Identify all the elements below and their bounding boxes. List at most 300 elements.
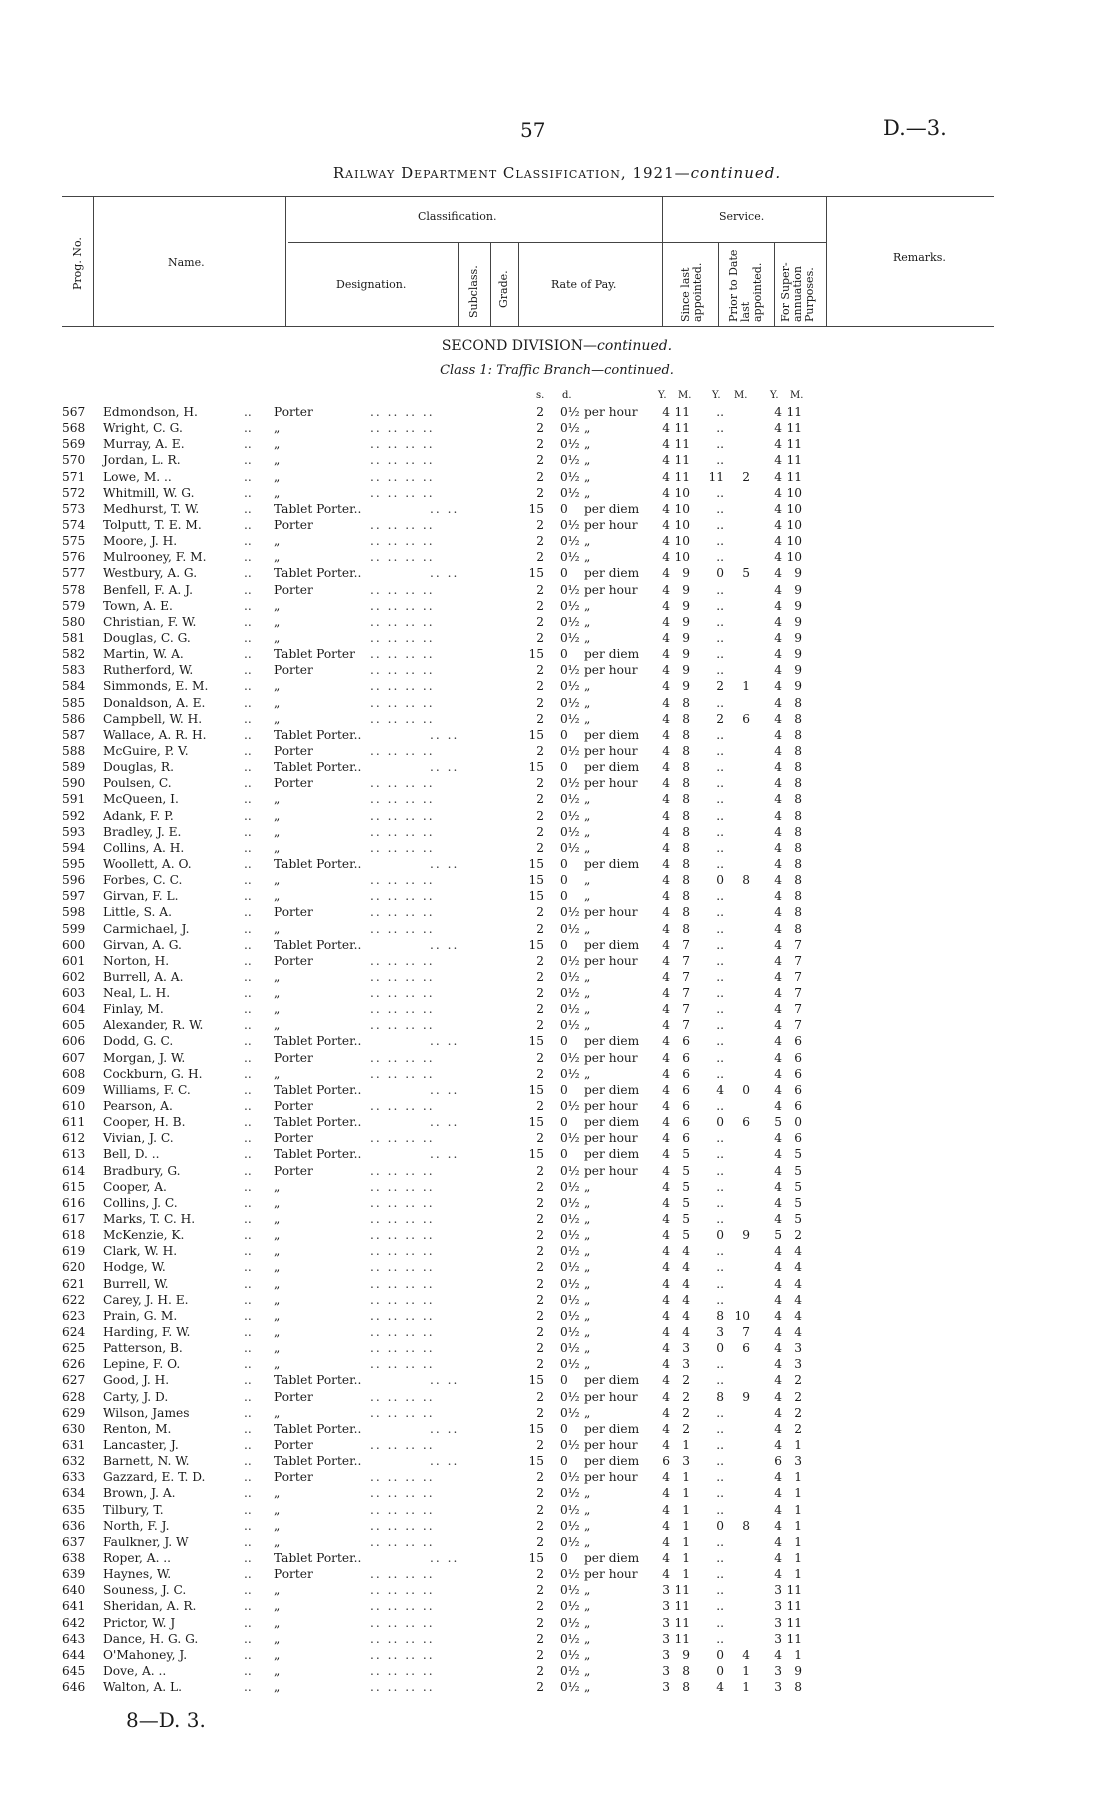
rate-shillings: 15 [528,856,544,871]
rate-pence: 0½ [560,1502,580,1517]
super-years: 4 [774,485,782,500]
staff-name: Sheridan, A. R. [103,1599,197,1614]
leader-dots: .. [244,1615,252,1630]
super-years: 4 [774,534,782,549]
leader-dots: .. .. .. .. [370,824,435,839]
staff-name: Burrell, W. [103,1276,169,1291]
staff-name: Donaldson, A. E. [103,695,206,710]
since-years: 4 [662,1050,670,1065]
since-years: 4 [662,808,670,823]
since-years: 4 [662,792,670,807]
rate-unit: „ [584,598,591,613]
designation: „ [274,1631,281,1646]
rate-pence: 0½ [560,695,580,710]
since-years: 4 [662,679,670,694]
super-months: 8 [794,856,802,871]
table-row [0,1211,1114,1227]
rate-shillings: 2 [536,1066,544,1081]
rate-shillings: 2 [536,986,544,1001]
super-months: 4 [794,1276,802,1291]
prog-no: 590 [62,776,86,791]
leader-dots: .. .. [430,1034,460,1049]
staff-name: Norton, H. [103,953,170,968]
super-years: 4 [774,921,782,936]
rate-unit: per hour [584,1438,638,1452]
super-years: 4 [774,856,782,871]
prior-years: .. [716,1195,724,1210]
leader-dots: .. [244,873,252,888]
leader-dots: .. [244,776,252,791]
since-months: 11 [674,453,690,468]
since-years: 6 [662,1454,670,1469]
designation: „ [274,1276,281,1291]
prior-years: .. [716,1244,724,1259]
staff-name: Barnett, N. W. [103,1454,190,1469]
super-months: 4 [794,1325,802,1340]
rate-unit: per diem [584,1034,640,1049]
staff-name: Dove, A. .. [103,1663,167,1678]
rate-shillings: 15 [528,501,544,516]
prior-years: .. [716,937,724,952]
since-months: 11 [674,1599,690,1614]
super-months: 8 [794,889,802,904]
since-years: 3 [662,1599,670,1614]
table-row [0,582,1114,598]
staff-name: Carty, J. D. [103,1389,169,1404]
super-months: 2 [794,1373,802,1388]
rate-shillings: 2 [536,776,544,791]
super-months: 10 [786,501,802,516]
staff-name: Alexander, R. W. [103,1018,204,1033]
super-years: 4 [774,421,782,436]
leader-dots: .. [244,598,252,613]
leader-dots: .. [244,969,252,984]
super-months: 11 [786,437,802,452]
prior-years: .. [716,437,724,452]
rate-pence: 0½ [560,614,580,629]
since-years: 4 [662,614,670,629]
prior-years: 2 [716,679,724,694]
table-row [0,598,1114,614]
rate-unit: per diem [584,1550,640,1565]
super-years: 4 [774,1325,782,1340]
header-subclass: Subclass. [467,265,480,318]
designation: „ [274,1663,281,1678]
since-months: 9 [682,598,690,613]
since-months: 1 [682,1438,690,1452]
prog-no: 646 [62,1680,86,1695]
since-months: 11 [674,421,690,436]
super-years: 4 [774,760,782,775]
rate-unit: per diem [584,1373,640,1388]
since-years: 4 [662,469,670,484]
rate-shillings: 2 [536,1325,544,1340]
leader-dots: .. [244,937,252,952]
rate-pence: 0½ [560,1018,580,1033]
prior-months: 1 [742,1680,750,1695]
leader-dots: .. [244,1147,252,1162]
rate-shillings: 2 [536,1228,544,1243]
rate-shillings: 2 [536,1195,544,1210]
super-years: 4 [774,1486,782,1501]
rate-unit: per diem [584,647,640,662]
document-reference: D.—3. [883,116,947,140]
rate-pence: 0½ [560,921,580,936]
rate-pence: 0½ [560,663,580,678]
rate-shillings: 2 [536,905,544,920]
prog-no: 575 [62,534,86,549]
prior-years: .. [716,647,724,662]
rate-shillings: 2 [536,1163,544,1178]
table-row [0,1114,1114,1130]
leader-dots: .. .. .. .. [370,1631,435,1646]
unit-shillings: s. [536,390,545,401]
table-row [0,840,1114,856]
table-row [0,1679,1114,1695]
table-row [0,1437,1114,1453]
prior-years: .. [716,1018,724,1033]
table-row [0,485,1114,501]
leader-dots: .. [244,1082,252,1097]
since-years: 4 [662,582,670,597]
leader-dots: .. .. .. .. [370,969,435,984]
super-months: 8 [794,905,802,920]
since-years: 4 [662,566,670,581]
since-years: 4 [662,630,670,645]
leader-dots: .. .. .. .. [370,1663,435,1678]
table-row [0,565,1114,581]
super-years: 4 [774,824,782,839]
prog-no: 608 [62,1066,86,1081]
prog-no: 569 [62,437,86,452]
super-years: 4 [774,1131,782,1146]
rate-unit: „ [584,1325,591,1340]
prog-no: 624 [62,1325,86,1340]
leader-dots: .. .. .. .. [370,1099,435,1114]
rate-unit: per diem [584,501,640,516]
rate-pence: 0½ [560,986,580,1001]
prior-years: .. [716,743,724,758]
table-row [0,614,1114,630]
since-years: 4 [662,1567,670,1582]
staff-name: Dance, H. G. G. [103,1631,199,1646]
since-years: 4 [662,1502,670,1517]
since-months: 3 [682,1454,690,1469]
table-row [0,630,1114,646]
since-months: 6 [682,1034,690,1049]
leader-dots: .. .. [430,937,460,952]
since-months: 11 [674,437,690,452]
leader-dots: .. [244,534,252,549]
staff-name: Prain, G. M. [103,1308,178,1323]
designation: „ [274,840,281,855]
since-months: 4 [682,1292,690,1307]
staff-name: Christian, F. W. [103,614,197,629]
super-months: 6 [794,1050,802,1065]
staff-name: Faulkner, J. W [103,1534,189,1549]
super-years: 4 [774,1099,782,1114]
designation: „ [274,1357,281,1372]
prior-years: .. [716,1212,724,1227]
rate-unit: „ [584,1680,591,1695]
leader-dots: .. [244,647,252,662]
rate-pence: 0½ [560,1292,580,1307]
designation: Tablet Porter.. [274,1082,362,1097]
since-months: 8 [682,760,690,775]
rate-pence: 0½ [560,905,580,920]
super-months: 7 [794,937,802,952]
divider-designation [458,243,459,327]
divider-prior [774,243,775,327]
leader-dots: .. .. .. .. [370,485,435,500]
since-years: 4 [662,1099,670,1114]
rate-unit: „ [584,1002,591,1017]
super-months: 2 [794,1421,802,1436]
designation: Tablet Porter.. [274,1115,362,1130]
staff-name: Cooper, A. [103,1179,167,1194]
rate-pence: 0½ [560,1438,580,1452]
leader-dots: .. [244,986,252,1001]
prog-no: 582 [62,647,86,662]
super-years: 3 [774,1615,782,1630]
prior-years: .. [716,1163,724,1178]
super-months: 9 [794,679,802,694]
leader-dots: .. .. [430,727,460,742]
prior-years: 2 [716,711,724,726]
rate-shillings: 2 [536,1099,544,1114]
header-rate-of-pay: Rate of Pay. [551,278,617,291]
header-bottom-rule [62,326,994,327]
rate-shillings: 2 [536,469,544,484]
since-years: 4 [662,727,670,742]
prog-no: 571 [62,469,86,484]
prior-years: .. [716,453,724,468]
rate-unit: „ [584,1486,591,1501]
leader-dots: .. .. .. .. [370,1244,435,1259]
prog-no: 643 [62,1631,86,1646]
prior-years: .. [716,534,724,549]
super-years: 3 [774,1631,782,1646]
leader-dots: .. .. .. .. [370,1228,435,1243]
prog-no: 589 [62,760,86,775]
super-months: 10 [786,485,802,500]
rate-unit: per hour [584,1389,638,1404]
super-months: 0 [794,1115,802,1130]
rate-shillings: 2 [536,808,544,823]
since-years: 4 [662,1389,670,1404]
since-months: 5 [682,1195,690,1210]
prog-no: 628 [62,1389,86,1404]
rate-pence: 0½ [560,711,580,726]
table-row [0,791,1114,807]
prog-no: 576 [62,550,86,565]
super-months: 8 [794,792,802,807]
since-months: 9 [682,630,690,645]
prior-years: .. [716,921,724,936]
rate-pence: 0½ [560,1002,580,1017]
since-years: 4 [662,1228,670,1243]
super-years: 4 [774,743,782,758]
prog-no: 609 [62,1082,86,1097]
leader-dots: .. .. .. .. [370,453,435,468]
rate-pence: 0½ [560,1534,580,1549]
rate-shillings: 2 [536,1308,544,1323]
rate-pence: 0½ [560,1179,580,1194]
super-months: 11 [786,1631,802,1646]
rate-shillings: 15 [528,1550,544,1565]
unit-prior-months: M. [734,390,748,401]
prior-years: 0 [716,1647,724,1662]
since-years: 3 [662,1680,670,1695]
staff-name: Prictor, W. J [103,1615,176,1630]
leader-dots: .. [244,1502,252,1517]
since-months: 11 [674,469,690,484]
super-years: 4 [774,808,782,823]
divider-rate [662,196,663,327]
designation: „ [274,873,281,888]
super-years: 4 [774,598,782,613]
leader-dots: .. [244,792,252,807]
designation: „ [274,1212,281,1227]
rate-pence: 0½ [560,1631,580,1646]
rate-pence: 0½ [560,969,580,984]
since-months: 4 [682,1260,690,1275]
designation: „ [274,1292,281,1307]
since-months: 4 [682,1244,690,1259]
rate-unit: „ [584,1583,591,1598]
staff-name: Girvan, A. G. [103,937,182,952]
prior-years: .. [716,1550,724,1565]
prior-years: .. [716,1050,724,1065]
designation: Porter [274,582,313,597]
prog-no: 610 [62,1099,86,1114]
prog-no: 597 [62,889,86,904]
rate-unit: „ [584,1663,591,1678]
prog-no: 580 [62,614,86,629]
since-years: 3 [662,1583,670,1598]
designation: Tablet Porter.. [274,1421,362,1436]
rate-unit: „ [584,1405,591,1420]
since-months: 1 [682,1470,690,1485]
super-years: 4 [774,889,782,904]
since-years: 4 [662,1550,670,1565]
leader-dots: .. .. [430,1454,460,1469]
since-years: 4 [662,550,670,565]
header-remarks: Remarks. [893,251,946,264]
designation: Tablet Porter.. [274,760,362,775]
since-years: 4 [662,1163,670,1178]
leader-dots: .. [244,1244,252,1259]
since-months: 6 [682,1050,690,1065]
rate-pence: 0½ [560,1470,580,1485]
rate-shillings: 2 [536,711,544,726]
rate-pence: 0 [560,1034,568,1049]
staff-name: Bradbury, G. [103,1163,181,1178]
since-months: 7 [682,1018,690,1033]
since-years: 4 [662,1212,670,1227]
super-months: 8 [794,776,802,791]
rate-pence: 0½ [560,1050,580,1065]
rate-pence: 0½ [560,1325,580,1340]
table-row [0,501,1114,517]
super-years: 4 [774,1357,782,1372]
leader-dots: .. .. .. .. [370,1066,435,1081]
leader-dots: .. .. .. .. [370,1534,435,1549]
table-row [0,1195,1114,1211]
table-row [0,1647,1114,1663]
leader-dots: .. [244,1163,252,1178]
table-row [0,1518,1114,1534]
table-row [0,727,1114,743]
super-years: 4 [774,1421,782,1436]
unit-prior-years: Y. [712,390,721,401]
leader-dots: .. [244,1034,252,1049]
leader-dots: .. .. [430,501,460,516]
super-years: 4 [774,614,782,629]
rate-unit: „ [584,614,591,629]
since-months: 4 [682,1325,690,1340]
super-years: 4 [774,1050,782,1065]
table-row [0,1631,1114,1647]
prog-no: 607 [62,1050,86,1065]
rate-unit: per diem [584,1115,640,1130]
table-row [0,1566,1114,1582]
designation: Porter [274,1099,313,1114]
since-months: 8 [682,743,690,758]
since-months: 9 [682,614,690,629]
prior-months: 0 [742,1082,750,1097]
super-months: 1 [794,1502,802,1517]
rate-shillings: 2 [536,1470,544,1485]
super-months: 9 [794,1663,802,1678]
prior-years: .. [716,1357,724,1372]
rate-unit: „ [584,1308,591,1323]
rate-unit: „ [584,437,591,452]
rate-pence: 0½ [560,437,580,452]
leader-dots: .. .. .. .. [370,1615,435,1630]
since-years: 4 [662,1131,670,1146]
rate-unit: „ [584,873,591,888]
prog-no: 606 [62,1034,86,1049]
rate-pence: 0 [560,873,568,888]
designation: Porter [274,1389,313,1404]
prog-no: 630 [62,1421,86,1436]
staff-name: Wright, C. G. [103,421,183,436]
leader-dots: .. .. .. .. [370,679,435,694]
super-years: 4 [774,1373,782,1388]
leader-dots: .. [244,1050,252,1065]
super-months: 3 [794,1454,802,1469]
leader-dots: .. [244,421,252,436]
designation: „ [274,1066,281,1081]
leader-dots: .. [244,1583,252,1598]
designation: „ [274,986,281,1001]
prior-years: .. [716,1502,724,1517]
super-years: 5 [774,1228,782,1243]
leader-dots: .. .. .. .. [370,1276,435,1291]
since-months: 6 [682,1131,690,1146]
rate-pence: 0½ [560,1599,580,1614]
rate-shillings: 2 [536,534,544,549]
prior-months: 1 [742,679,750,694]
super-years: 4 [774,630,782,645]
since-years: 4 [662,1308,670,1323]
leader-dots: .. [244,1115,252,1130]
designation: Tablet Porter.. [274,1034,362,1049]
since-months: 1 [682,1502,690,1517]
staff-name: Patterson, B. [103,1341,183,1356]
rate-shillings: 2 [536,598,544,613]
